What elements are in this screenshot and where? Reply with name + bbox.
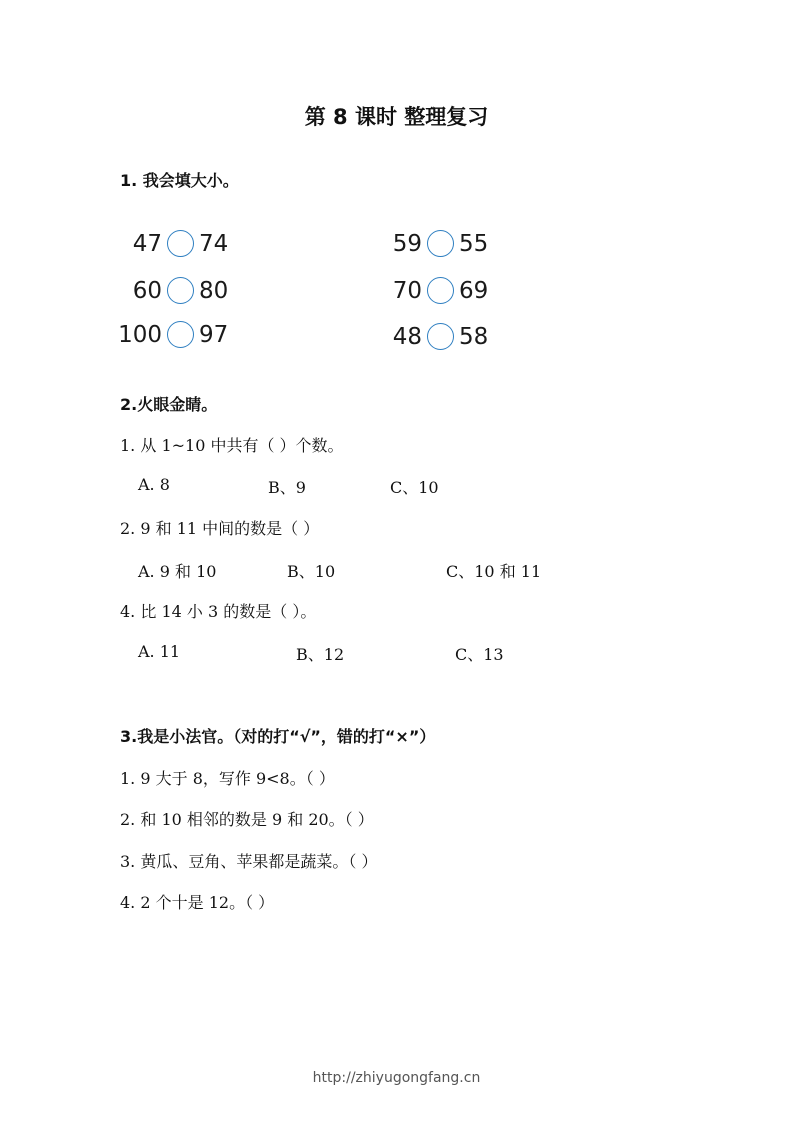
question-text: 1. 从 1~10 中共有（ ）个数。: [120, 436, 344, 455]
answer-circle[interactable]: [167, 321, 194, 348]
answer-circle[interactable]: [427, 277, 454, 304]
compare-item: [390, 230, 488, 257]
compare-item: [118, 277, 228, 304]
compare-right-number: 80: [199, 277, 229, 304]
compare-item: [390, 323, 488, 350]
option-c[interactable]: C、13: [455, 645, 504, 664]
option-a[interactable]: A. 11: [138, 642, 181, 661]
compare-item: [118, 321, 228, 348]
section1-heading: 1. 我会填大小。: [120, 171, 239, 190]
page-title: 第 8 课时 整理复习: [304, 105, 489, 129]
option-a[interactable]: A. 8: [138, 475, 170, 494]
compare-right-number: 69: [459, 277, 489, 304]
compare-left-number: 70: [392, 277, 422, 304]
compare-left-number: 60: [132, 277, 162, 304]
question-text: 2. 9 和 11 中间的数是（ ）: [120, 519, 320, 538]
section3-heading: 3.我是小法官。（对的打“√”，错的打“×”）: [120, 727, 436, 746]
compare-left-number: 47: [132, 230, 162, 257]
option-c[interactable]: C、10 和 11: [446, 562, 542, 581]
section2-heading: 2.火眼金睛。: [120, 395, 218, 414]
option-c[interactable]: C、10: [390, 478, 439, 497]
question-text: 4. 比 14 小 3 的数是（ ）。: [120, 602, 317, 621]
compare-left-number: 59: [392, 230, 422, 257]
answer-circle[interactable]: [167, 230, 194, 257]
compare-item: [118, 230, 228, 257]
judge-item: 2. 和 10 相邻的数是 9 和 20。（ ）: [120, 810, 374, 829]
answer-circle[interactable]: [427, 323, 454, 350]
option-b[interactable]: B、10: [287, 562, 336, 581]
compare-right-number: 74: [199, 230, 229, 257]
compare-left-number: 48: [392, 323, 422, 350]
judge-item: 3. 黄瓜、豆角、苹果都是蔬菜。（ ）: [120, 852, 378, 871]
compare-item: [390, 277, 488, 304]
option-b[interactable]: B、12: [296, 645, 345, 664]
option-a[interactable]: A. 9 和 10: [138, 562, 217, 581]
judge-item: 4. 2 个十是 12。（ ）: [120, 893, 275, 912]
compare-right-number: 55: [459, 230, 489, 257]
compare-right-number: 58: [459, 323, 489, 350]
footer-url[interactable]: http://zhiyugongfang.cn: [312, 1070, 481, 1086]
option-b[interactable]: B、9: [268, 478, 306, 497]
judge-item: 1. 9 大于 8，写作 9<8。（ ）: [120, 769, 335, 788]
answer-circle[interactable]: [167, 277, 194, 304]
answer-circle[interactable]: [427, 230, 454, 257]
compare-left-number: 100: [118, 321, 162, 348]
compare-right-number: 97: [199, 321, 229, 348]
